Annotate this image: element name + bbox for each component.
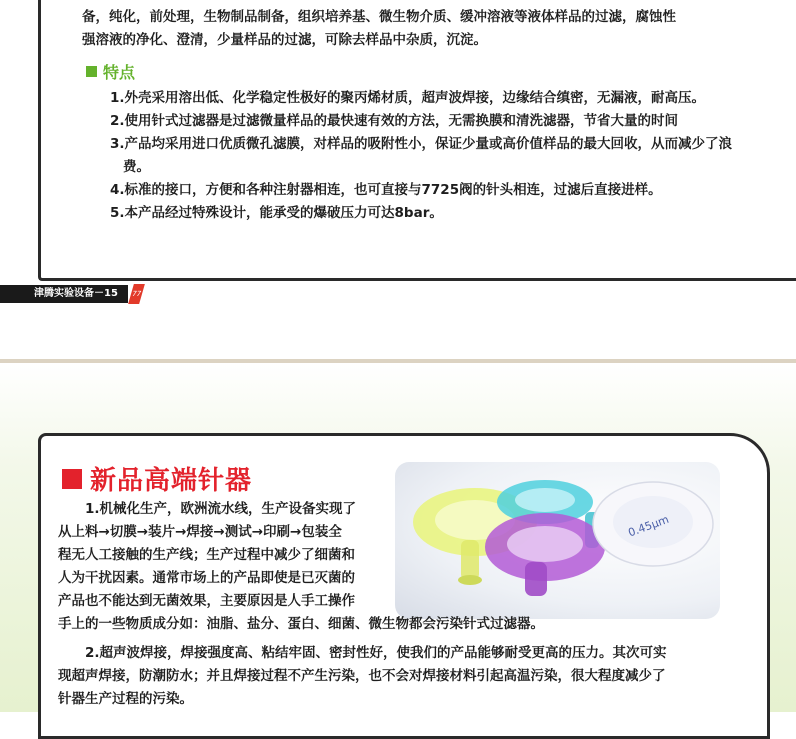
intro-line: 强溶液的净化、澄清，少量样品的过滤，可除去样品中杂质，沉淀。 xyxy=(82,32,487,48)
feature-item: 3.产品均采用进口优质微孔滤膜，对样品的吸附性小，保证少量或高价值样品的最大回收，从而减少了浪费。 xyxy=(110,136,733,175)
page-footer-accent: 77 xyxy=(128,284,145,304)
body-line: 从上料→切膜→装片→焊接→测试→印刷→包装全 xyxy=(58,524,342,540)
body-line: 针器生产过程的污染。 xyxy=(58,691,193,707)
features-heading xyxy=(86,60,135,83)
square-bullet-icon xyxy=(62,469,82,489)
new-product-title xyxy=(62,460,252,497)
square-bullet-icon xyxy=(86,66,97,77)
features-heading-label: 特点 xyxy=(103,63,136,82)
intro-line: 备，纯化，前处理，生物制品制备，组织培养基、微生物介质、缓冲溶液等液体样品的过滤，腐蚀性 xyxy=(82,9,676,25)
body-line: 产品也不能达到无菌效果，主要原因是人手工操作 xyxy=(58,593,355,609)
new-product-title-label: 新品高端针器 xyxy=(90,466,253,496)
body-line: 2.超声波焊接，焊接强度高、粘结牢固、密封性好，使我们的产品能够耐受更高的压力。其次可实 xyxy=(85,645,667,661)
page-footer-label: 津腾实验设备－15 xyxy=(0,285,128,303)
body-line: 程无人工接触的生产线；生产过程中减少了细菌和 xyxy=(58,547,355,563)
feature-item: 1.外壳采用溶出低、化学稳定性极好的聚丙烯材质，超声波焊接，边缘结合缜密，无漏液，耐高压。 xyxy=(110,90,706,106)
filter-pore-size-text: 0.45μm xyxy=(626,512,671,540)
features-list xyxy=(110,87,750,225)
feature-item: 2.使用针式过滤器是过滤微量样品的最快速有效的方法，无需换膜和清洗滤器，节省大量的时间 xyxy=(110,113,679,129)
body-line: 手上的一些物质成分如：油脂、盐分、蛋白、细菌、微生物都会污染针式过滤器。 xyxy=(58,616,544,632)
new-product-body xyxy=(58,498,738,711)
body-line: 1.机械化生产，欧洲流水线，生产设备实现了 xyxy=(85,501,357,517)
top-section xyxy=(0,0,796,360)
feature-item: 4.标准的接口，方便和各种注射器相连，也可直接与7725阀的针头相连，过滤后直接进样。 xyxy=(110,182,662,198)
feature-item: 5.本产品经过特殊设计，能承受的爆破压力可达8bar。 xyxy=(110,205,443,221)
body-line: 现超声焊接，防潮防水；并且焊接过程不产生污染，也不会对焊接材料引起高温污染，很大程度减少了 xyxy=(58,668,666,684)
intro-paragraph xyxy=(82,6,762,52)
body-line: 人为干扰因素。通常市场上的产品即使是已灭菌的 xyxy=(58,570,355,586)
